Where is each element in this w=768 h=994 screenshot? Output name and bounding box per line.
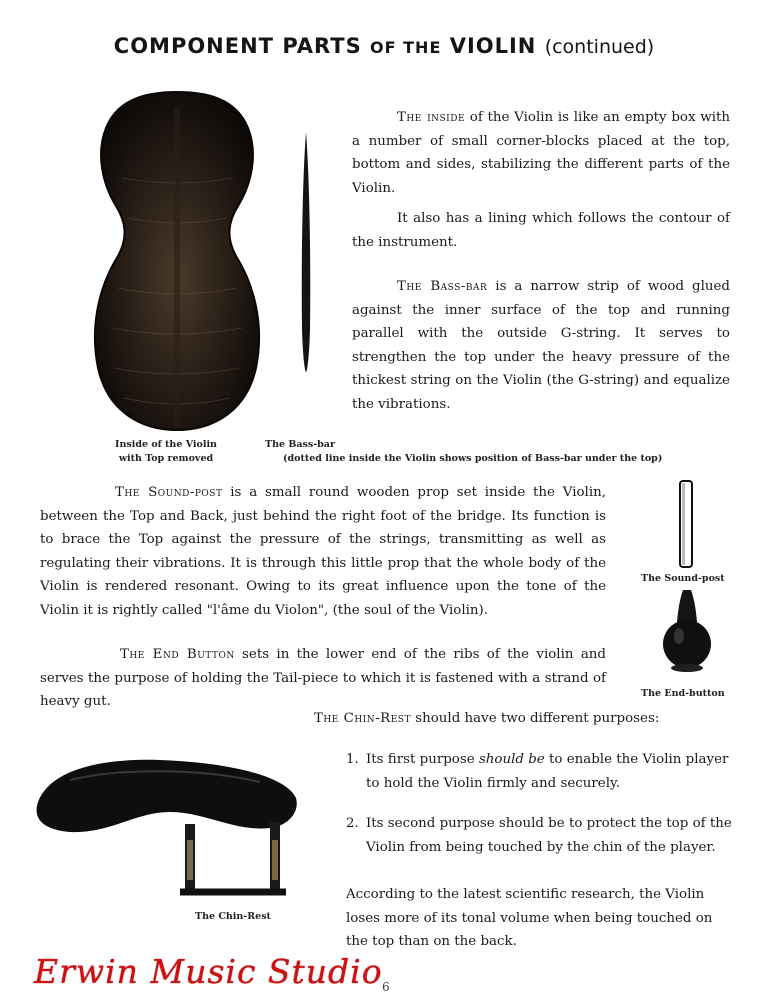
chin-rest-caption: The Chin-Rest [195,911,271,922]
list-item-2-number: 2. [346,816,359,831]
list-item-1-emphasis: should be [478,752,545,767]
list-item-1-text-b: to enable the Violin player to hold the Violin firmly and securely. [366,752,729,791]
chin-rest-lead: The Chin-Rest [314,711,411,726]
inside-caption-line2: with Top removed [118,453,214,464]
sound-post-caption: The Sound-post [641,573,725,584]
bass-bar-paragraph [352,275,730,416]
bass-bar-caption-line2: (dotted line inside the Violin shows position of Bass-bar under the top) [283,453,663,464]
bass-bar-image [299,130,313,374]
inside-paragraph [352,106,730,254]
end-button-paragraph [40,643,606,714]
bass-bar-caption-line1: The Bass-bar [265,439,335,450]
title-subject: VIOLIN [449,34,537,58]
list-item-1 [346,748,734,796]
inside-text-1: of the Violin is like an empty box with a number of small corner-blocks placed at the top, bottom and sides, stabilizing the different parts of the Violin. [352,110,730,196]
title-of: OF THE [370,38,442,57]
bass-bar-text: is a narrow strip of wood glued against the inner surface of the top and running parallel with the outside G-string. It serves to strengthen the top under the heavy pressure of the thickest string on the Violin (the G-string) and equalize the vibrations. [352,279,730,412]
end-button-text: sets in the lower end of the ribs of the violin and serves the purpose of holding the Tail-piece to which it is fastened with a strand of heavy gut. [40,647,606,709]
end-button-lead: The End Button [120,647,235,662]
studio-watermark: Erwin Music Studio [34,952,383,991]
bass-bar-lead: The Bass-bar [397,279,488,294]
inside-lead: The inside [397,110,466,125]
end-button-caption: The End-button [641,688,725,699]
research-paragraph: According to the latest scientific research, the Violin loses more of its tonal volume when being touched on the top than on the back. [346,887,713,949]
list-item-1-number: 1. [346,752,359,767]
end-button-image [661,588,713,674]
inside-text-2: It also has a lining which follows the contour of the instrument. [352,211,730,250]
chin-rest-intro-text: should have two different purposes: [415,711,660,726]
inside-caption-line1: Inside of the Violin [115,439,217,450]
sound-post-text: is a small round wooden prop set inside the Violin, between the Top and Back, just behind the right foot of the bridge. Its function is to brace the Top against the pressure of the strings, transmitting as well as regulating their vibrations. It is through this little prop that the whole body of the Violin is rendered resonant. Owing to its great influence upon the tone of the Violin it is rightly called "l'âme du Violon", (the soul of the Violin). [40,485,606,618]
page-title [0,34,768,58]
title-main: COMPONENT PARTS [113,34,362,58]
sound-post-image [678,480,694,568]
list-item-2-text: Its second purpose should be to protect the top of the Violin from being touched by the chin of the player. [366,816,732,855]
bass-bar-caption [265,438,665,466]
page-number: 6 [382,980,390,994]
list-item-2 [346,812,734,860]
list-item-1-text-a: Its first purpose [366,752,475,767]
title-continued: (continued) [544,36,655,58]
chin-rest-image [30,750,300,910]
sound-post-lead: The Sound-post [115,485,223,500]
chin-rest-intro [314,707,734,731]
sound-post-paragraph [40,481,606,622]
violin-interior-image [88,88,266,433]
inside-caption [110,438,222,466]
